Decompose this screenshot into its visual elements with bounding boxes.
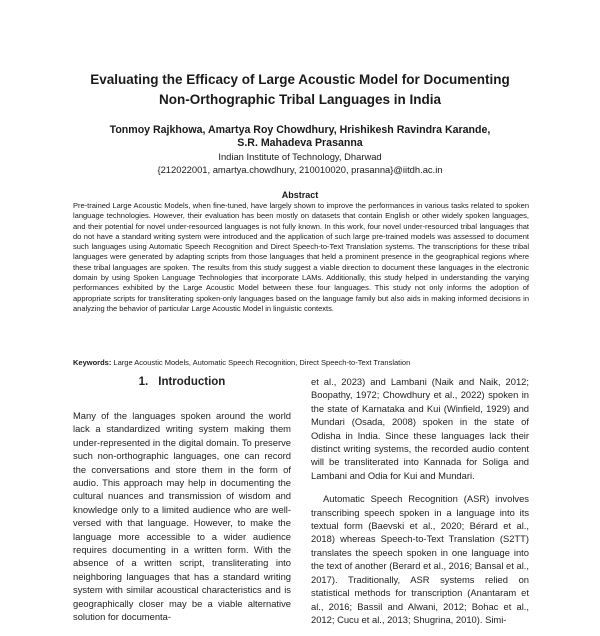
- title-line-1: Evaluating the Efficacy of Large Acoustic Model for Documenting: [90, 72, 510, 87]
- author-emails: {212022001, amartya.chowdhury, 210010020, prasanna}@iitdh.ac.in: [157, 164, 443, 175]
- keywords-label: Keywords:: [73, 358, 112, 367]
- authors-line-2: S.R. Mahadeva Prasanna: [237, 136, 363, 149]
- section-number: 1.: [138, 376, 149, 388]
- affiliation-block: [40, 150, 560, 176]
- keywords-line: [73, 358, 529, 368]
- intro-paragraph-3: Automatic Speech Recognition (ASR) involves transcribing speech spoken in a language into its textual form (Baevski et al., 2020; Bérard et al., 2018) whereas Speech-to-Text Translation (S2TT) translates the speech spoken in one language into the text of another (Berard et al., 2016; Bansal et al., 2017). Traditionally, ASR systems relied on statistical methods for transcription (Anantaram et al., 2016; Bassil and Alwani, 2012; Bohac et al., 2012; Cucu et al., 2013; Shugrina, 2010). Simi-: [311, 493, 529, 625]
- authors-line-1: Tonmoy Rajkhowa, Amartya Roy Chowdhury, Hrishikesh Ravindra Karande,: [109, 124, 491, 136]
- section-heading: [73, 375, 291, 389]
- left-column: [73, 375, 291, 634]
- intro-paragraph-2: et al., 2023) and Lambani (Naik and Naik, 2012; Boopathy, 1972; Chowdhury et al., 2022) spoken in the state of Karnataka and Kui (Winfield, 1929) and Mundari (Osada, 2008) spoken in the state of Odisha in India. Since these languages lack their distinct writing systems, the recorded audio content will be transliterated into Kannada for Soliga and Lambani and Odia for Kui and Mundari.: [311, 376, 529, 481]
- right-column: [311, 375, 529, 636]
- affiliation: Indian Institute of Technology, Dharwad: [218, 151, 382, 162]
- abstract-text: Pre-trained Large Acoustic Models, when fine-tuned, have largely shown to improve the performances in various tasks related to spoken language technologies. However, their evaluation has been mostly on datasets that contain English or other widely spoken languages, and their potential for novel under-resourced languages is not fully known. In this work, four novel under-resourced tribal languages that do not have a standard writing system were introduced and the application of such large pre-trained models was assessed to document such languages using Automatic Speech Recognition and Direct Speech-to-Text Translation systems. The transcriptions for these tribal languages were generated by adapting scripts from those languages that held a prominent presence in the geographical regions where these tribal languages are spoken. The results from this study suggest a viable direction to document these languages in the electronic domain by using Spoken Language Technologies that incorporate LAMs. Additionally, this study helped in understanding the varying performances exhibited by the Large Acoustic Model between these four languages. This study not only informs the adoption of appropriate scripts for transliterating spoken-only languages based on the language family but also aids in making informed decisions in analyzing the behavior of particular Large Acoustic Model in linguistic contexts.: [73, 201, 529, 313]
- author-list: [40, 124, 560, 149]
- intro-paragraph-1: Many of the languages spoken around the world lack a standardized writing system making them under-represented in the digital domain. To preserve such non-orthographic languages, one can record the conversations and store them in the form of audio. This approach may help in documenting the cultural nuances and transmission of wisdom and knowledge only to a limited audience who are well-versed with that language. However, to make the language more accessible to a wider audience requires documenting in a written form. With the absence of a written script, transliterating into neighboring languages that has a standard writing system with similar acoustical characteristics and is geographically closer may be a viable alternative solution for documenta-: [73, 410, 291, 623]
- keywords-text: Large Acoustic Models, Automatic Speech Recognition, Direct Speech-to-Text Translation: [111, 358, 411, 367]
- title-line-2: Non-Orthographic Tribal Languages in India: [158, 92, 442, 107]
- paper-title: [40, 70, 560, 110]
- section-title: Introduction: [158, 376, 226, 388]
- abstract-heading: Abstract: [281, 190, 319, 200]
